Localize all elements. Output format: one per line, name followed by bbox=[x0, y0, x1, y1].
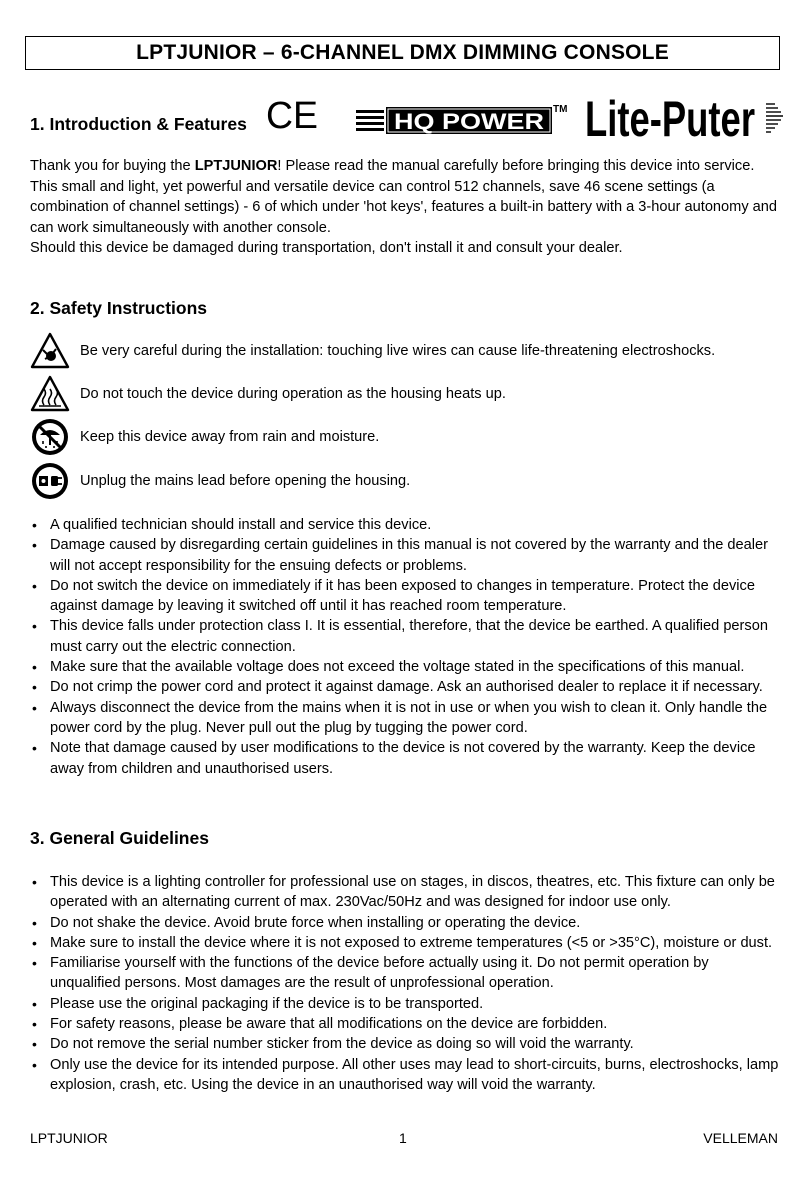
list-item: • This device falls under protection class I. It is essential, therefore, that the device be earthed. A qualified person must carry out the electric connection. bbox=[30, 616, 782, 657]
svg-text:CE: CE bbox=[266, 95, 318, 137]
list-item: • Make sure to install the device where it is not exposed to extreme temperatures (<5 or >35°C), moisture or dust. bbox=[30, 933, 782, 953]
safety-warning-row bbox=[30, 461, 410, 501]
electroshock-warning-icon bbox=[30, 331, 70, 371]
intro-paragraph: Thank you for buying the LPTJUNIOR! Please read the manual carefully before bringing this device into service. This small and light, yet powerful and versatile device can control 512 channels, save 46 scene settings (a combination of channel settings) - 6 of which under 'hot keys', features a built-in battery with a 3-hour autonomy and can work simultaneously with another console. Should this device be damaged during transportation, don't install it and consult your dealer. bbox=[30, 158, 778, 256]
warning-text: Unplug the mains lead before opening the housing. bbox=[80, 473, 411, 489]
page-title: LPTJUNIOR – 6-CHANNEL DMX DIMMING CONSOLE bbox=[25, 36, 780, 70]
section-2-heading: 2. Safety Instructions bbox=[30, 298, 207, 318]
section-1-heading: 1. Introduction & Features bbox=[30, 114, 247, 134]
list-item: • Please use the original packaging if the device is to be transported. bbox=[30, 994, 782, 1014]
warning-text: Be very careful during the installation: touching live wires can cause life-threatening electroshocks. bbox=[80, 343, 716, 359]
safety-warning-row bbox=[30, 374, 506, 414]
list-item: • Always disconnect the device from the mains when it is not in use or when you wish to clean it. Only handle the power cord by the plug. Never pull out the plug by tugging the power cord. bbox=[30, 698, 782, 739]
guidelines-bullet-list bbox=[30, 872, 782, 1095]
list-item: • Do not crimp the power cord and protect it against damage. Ask an authorised dealer to replace it if necessary. bbox=[30, 677, 782, 697]
list-item: • Only use the device for its intended purpose. All other uses may lead to short-circuits, burns, electroshocks, lamp explosion, crash, etc. Using the device in an unauthorised way will void the warranty. bbox=[30, 1055, 782, 1096]
warning-text: Do not touch the device during operation as the housing heats up. bbox=[80, 386, 506, 402]
list-item: • Familiarise yourself with the functions of the device before actually using it. Do not permit operation by unqualified persons. Most damages are the result of unprofessional operation. bbox=[30, 953, 782, 994]
lite-puter-logo bbox=[585, 90, 790, 147]
list-item: • A qualified technician should install and service this device. bbox=[30, 515, 782, 535]
svg-text:TM: TM bbox=[553, 104, 568, 115]
section-3-heading: 3. General Guidelines bbox=[30, 828, 209, 848]
hot-surface-warning-icon bbox=[30, 374, 70, 414]
page-number: 1 bbox=[399, 1130, 407, 1146]
svg-text:HQ POWER: HQ POWER bbox=[394, 109, 545, 134]
no-rain-icon bbox=[30, 417, 70, 457]
safety-bullet-list bbox=[30, 515, 782, 779]
ce-mark-logo bbox=[266, 95, 320, 137]
list-item: • Note that damage caused by user modifications to the device is not covered by the warranty. Keep the device away from children and unauthorised users. bbox=[30, 738, 782, 779]
safety-warning-row bbox=[30, 417, 379, 457]
list-item: • Do not switch the device on immediately if it has been exposed to changes in temperature. Protect the device against damage by leaving it switched off until it has reached room temperature. bbox=[30, 576, 782, 617]
hq-power-logo bbox=[356, 101, 568, 135]
list-item: • Make sure that the available voltage does not exceed the voltage stated in the specifications of this manual. bbox=[30, 657, 782, 677]
list-item: • Do not remove the serial number sticker from the device as doing so will void the warranty. bbox=[30, 1034, 782, 1054]
warning-text: Keep this device away from rain and moisture. bbox=[80, 429, 380, 445]
footer-product: LPTJUNIOR bbox=[30, 1130, 108, 1146]
list-item: • This device is a lighting controller for professional use on stages, in discos, theatres, etc. This fixture can only be operated with an alternating current of max. 230Vac/50Hz and was designed for indoor use only. bbox=[30, 872, 782, 913]
svg-text:Lite-Puter: Lite-Puter bbox=[585, 91, 755, 147]
safety-warning-row bbox=[30, 331, 715, 371]
list-item: • Do not shake the device. Avoid brute force when installing or operating the device. bbox=[30, 913, 782, 933]
unplug-icon bbox=[30, 461, 70, 501]
footer-brand: VELLEMAN bbox=[703, 1130, 778, 1146]
list-item: • Damage caused by disregarding certain guidelines in this manual is not covered by the warranty and the dealer will not accept responsibility for the ensuing defects or problems. bbox=[30, 535, 782, 576]
list-item: • For safety reasons, please be aware that all modifications on the device are forbidden. bbox=[30, 1014, 782, 1034]
